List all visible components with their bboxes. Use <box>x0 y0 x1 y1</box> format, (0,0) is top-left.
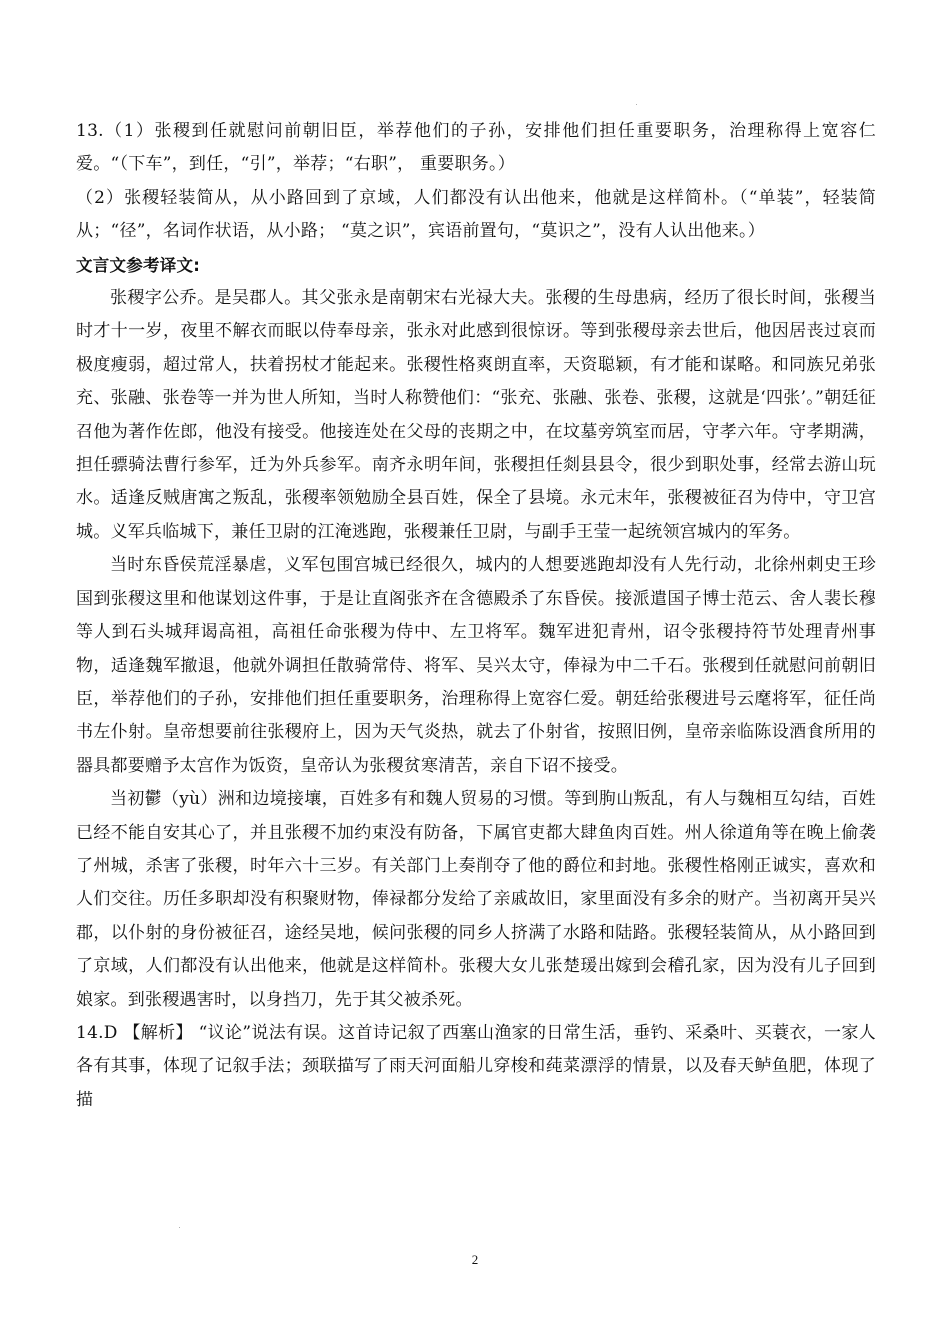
scan-speck <box>636 104 637 105</box>
translation-paragraph-1: 张稷字公乔。是吴郡人。其父张永是南朝宋右光禄大夫。张稷的生母患病，经历了很长时间，张稷当时才十一岁，夜里不解衣而眠以侍奉母亲，张永对此感到很惊讶。等到张稷母亲去世后，他因居丧过哀而极度瘦弱，超过常人，扶着拐杖才能起来。张稷性格爽朗直率，天资聪颖，有才能和谋略。和同族兄弟张充、张融、张卷等一并为世人所知，当时人称赞他们：“张充、张融、张卷、张稷，这就是‘四张’。”朝廷征召他为著作佐郎，他没有接受。他接连处在父母的丧期之中，在坟墓旁筑室而居，守孝六年。守孝期满，担任骠骑法曹行参军，迁为外兵参军。南齐永明年间，张稷担任剡县县令，很少到职处事，经常去游山玩水。适逢反贼唐寓之叛乱，张稷率领勉励全县百姓，保全了县境。永元末年，张稷被征召为侍中，守卫宫城。义军兵临城下，兼任卫尉的江淹逃跑，张稷兼任卫尉，与副手王莹一起统领宫城内的军务。 <box>76 288 876 542</box>
page-number: 2 <box>471 1252 479 1267</box>
page-content <box>76 115 876 1117</box>
translation-paragraph-3: 当初鬱（yù）洲和边境接壤，百姓多有和魏人贸易的习惯。等到朐山叛乱，有人与魏相互勾结，百姓已经不能自安其心了，并且张稷不加约束没有防备，下属官吏都大肆鱼肉百姓。州人徐道角等在晚上偷袭了州城，杀害了张稷，时年六十三岁。有关部门上奏削夺了他的爵位和封地。张稷性格刚正诚实，喜欢和人们交往。历任多职却没有积聚财物，俸禄都分发给了亲戚故旧，家里面没有多余的财产。当初离开吴兴郡，以仆射的身份被征召，途经吴地，候问张稷的同乡人挤满了水路和陆路。张稷轻装简从，从小路回到了京域，人们都没有认出他来，他就是这样简朴。张稷大女儿张楚瑗出嫁到会稽孔家，因为没有儿子回到娘家。到张稷遇害时，以身挡刀，先于其父被杀死。 <box>76 789 876 1010</box>
translation-paragraph-2: 当时东昏侯荒淫暴虐，义军包围宫城已经很久，城内的人想要逃跑却没有人先行动，北徐州刺史王珍国到张稷这里和他谋划这件事，于是让直阁张齐在含德殿杀了东昏侯。接派遣国子博士范云、舍人裴长穆等人到石头城拜谒高祖，高祖任命张稷为侍中、左卫将军。魏军进犯青州，诏令张稷持符节处理青州事物，适逢魏军撤退，他就外调担任散骑常侍、将军、吴兴太守，俸禄为中二千石。张稷到任就慰问前朝旧臣，举荐他们的子孙，安排他们担任重要职务，治理称得上宽容仁爱。朝廷给张稷进号云麾将军，征任尚书左仆射。皇帝想要前往张稷府上，因为天气炎热，就去了仆射省，按照旧例，皇帝亲临陈设酒食所用的器具都要赠予太宫作为饭资，皇帝认为张稷贫寒清苦，亲自下诏不接受。 <box>76 555 876 776</box>
answer-13-part-1: 13.（1）张稷到任就慰问前朝旧臣，举荐他们的子孙，安排他们担任重要职务，治理称得上宽容仁爱。“（下车”，到任，“引”，举荐；“右职”， 重要职务。） <box>76 121 876 175</box>
translation-heading: 文言文参考译文: <box>76 255 201 275</box>
answer-13-part-2: （2）张稷轻装简从，从小路回到了京域，人们都没有认出他来，他就是这样简朴。（“单装”，轻装简从；“径”，名词作状语，从小路； “莫之识”，宾语前置句，“莫识之”，没有人认出他来。） <box>76 187 876 242</box>
answer-14: 14.D 【解析】 “议论”说法有误。这首诗记叙了西塞山渔家的日常生活，垂钓、采桑叶、买蓑衣，一家人各有其事，体现了记叙手法；颈联描写了雨天河面船儿穿梭和莼菜漂浮的情景，以及春天鲈鱼肥，体现了描 <box>76 1022 876 1110</box>
scan-speck <box>179 1227 180 1228</box>
